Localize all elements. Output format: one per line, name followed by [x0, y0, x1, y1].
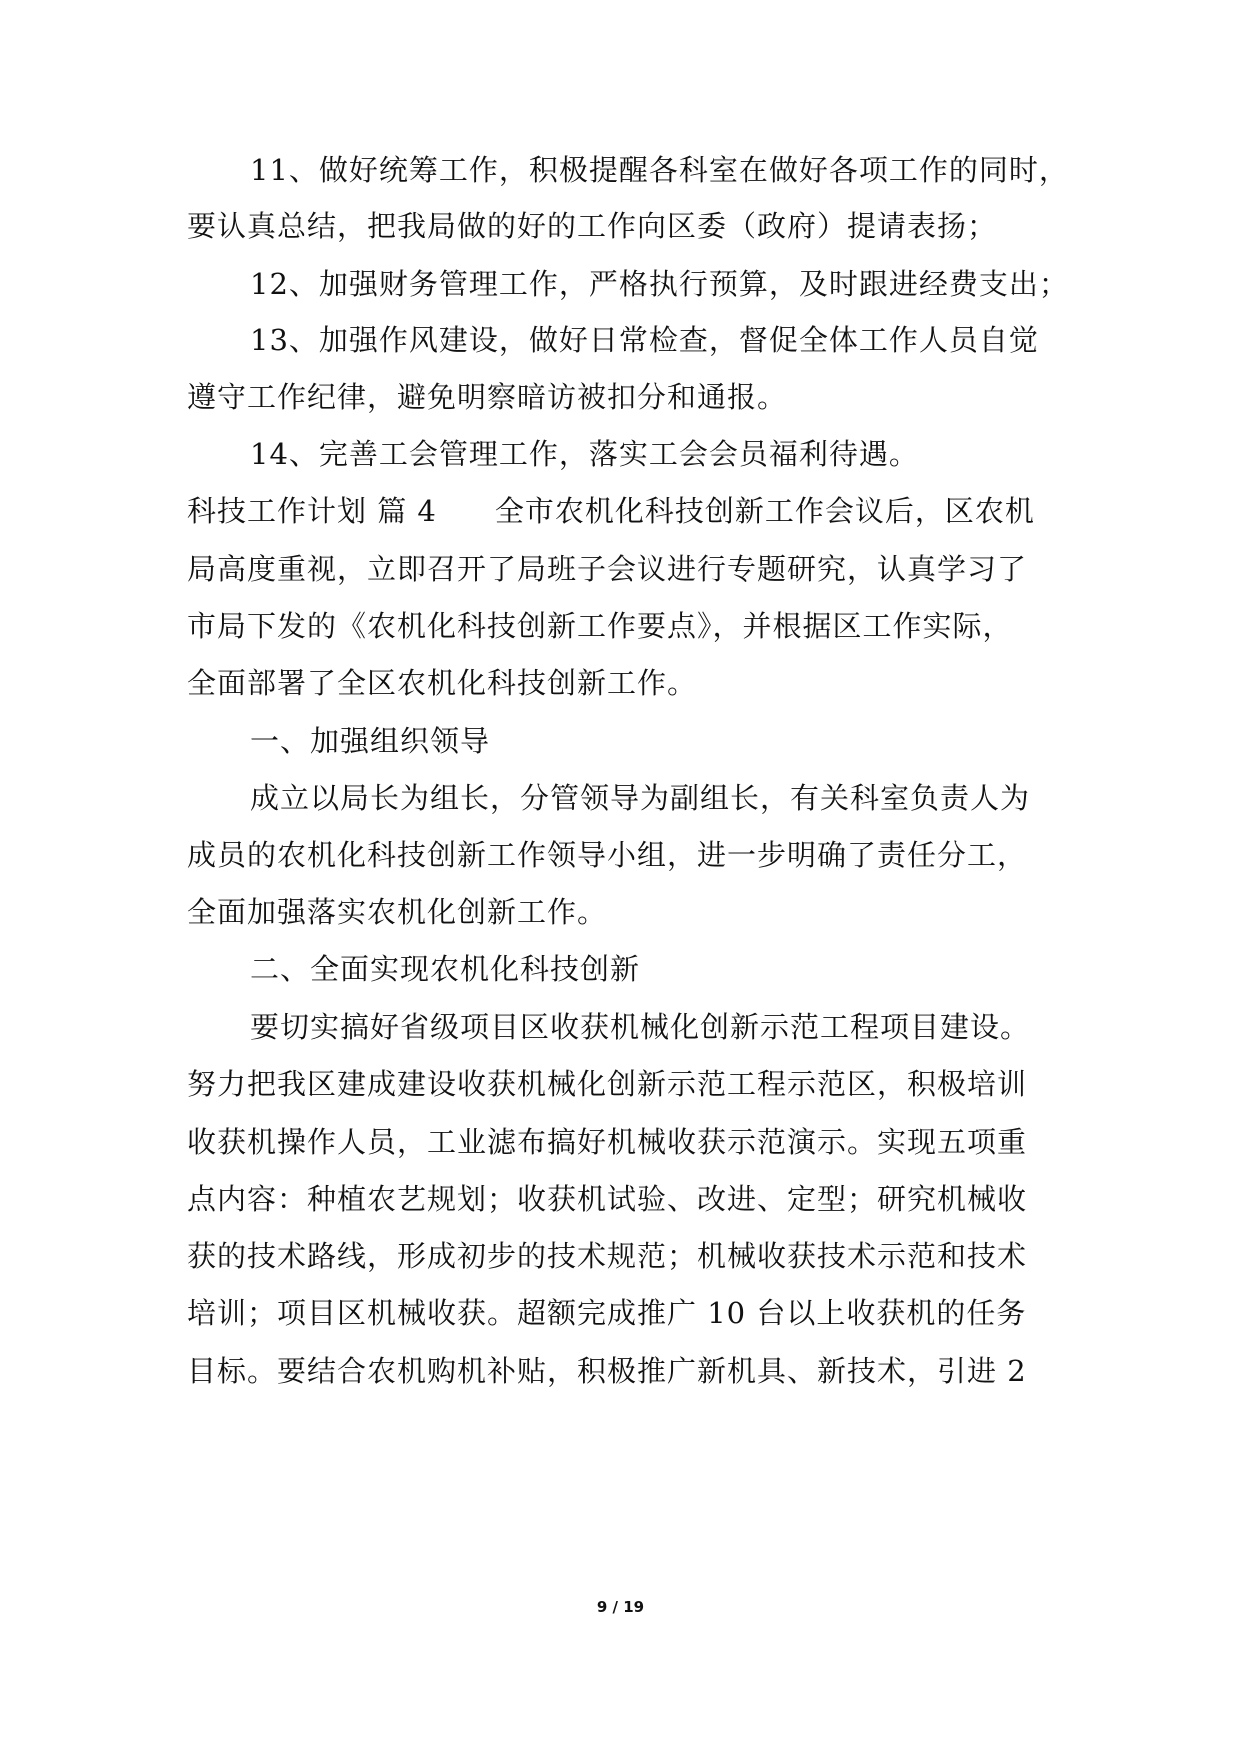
paragraph-line: 12、加强财务管理工作，严格执行预算，及时跟进经费支出；	[250, 267, 1069, 301]
subheading: 一、加强组织领导	[250, 724, 491, 758]
paragraph-line: 要切实搞好省级项目区收获机械化创新示范工程项目建设。	[250, 1010, 1031, 1044]
paragraph-line: 成员的农机化科技创新工作领导小组，进一步明确了责任分工，	[187, 838, 1028, 872]
paragraph-line: 局高度重视，立即召开了局班子会议进行专题研究，认真学习了	[187, 552, 1028, 586]
paragraph-line: 13、加强作风建设，做好日常检查，督促全体工作人员自觉	[250, 323, 1039, 357]
paragraph-line: 遵守工作纪律，避免明察暗访被扣分和通报。	[187, 380, 788, 414]
paragraph-line: 11、做好统筹工作，积极提醒各科室在做好各项工作的同时，	[250, 153, 1069, 187]
section-first-line: 全市农机化科技创新工作会议后，区农机	[494, 494, 1035, 528]
paragraph-line: 全面加强落实农机化创新工作。	[187, 895, 608, 929]
paragraph-line: 培训；项目区机械收获。超额完成推广 10 台以上收获机的任务	[187, 1296, 1027, 1330]
paragraph-line: 14、完善工会管理工作，落实工会会员福利待遇。	[250, 437, 919, 471]
section-heading: 科技工作计划 篇 4	[187, 494, 437, 528]
paragraph-line: 获的技术路线，形成初步的技术规范；机械收获技术示范和技术	[187, 1239, 1028, 1273]
paragraph-line: 努力把我区建成建设收获机械化创新示范工程示范区，积极培训	[187, 1067, 1028, 1101]
paragraph-line: 目标。要结合农机购机补贴，积极推广新机具、新技术，引进 2	[187, 1354, 1027, 1388]
subheading: 二、全面实现农机化科技创新	[250, 952, 641, 986]
section-line	[187, 491, 1035, 531]
page-number: 9 / 19	[596, 1598, 645, 1616]
paragraph-line: 要认真总结，把我局做的好的工作向区委（政府）提请表扬；	[187, 209, 998, 243]
paragraph-line: 收获机操作人员，工业滤布搞好机械收获示范演示。实现五项重	[187, 1125, 1028, 1159]
paragraph-line: 市局下发的《农机化科技创新工作要点》，并根据区工作实际，	[187, 609, 1013, 643]
paragraph-line: 点内容：种植农艺规划；收获机试验、改进、定型；研究机械收	[187, 1182, 1028, 1216]
paragraph-line: 成立以局长为组长，分管领导为副组长，有关科室负责人为	[250, 781, 1031, 815]
paragraph-line: 全面部署了全区农机化科技创新工作。	[187, 666, 698, 700]
